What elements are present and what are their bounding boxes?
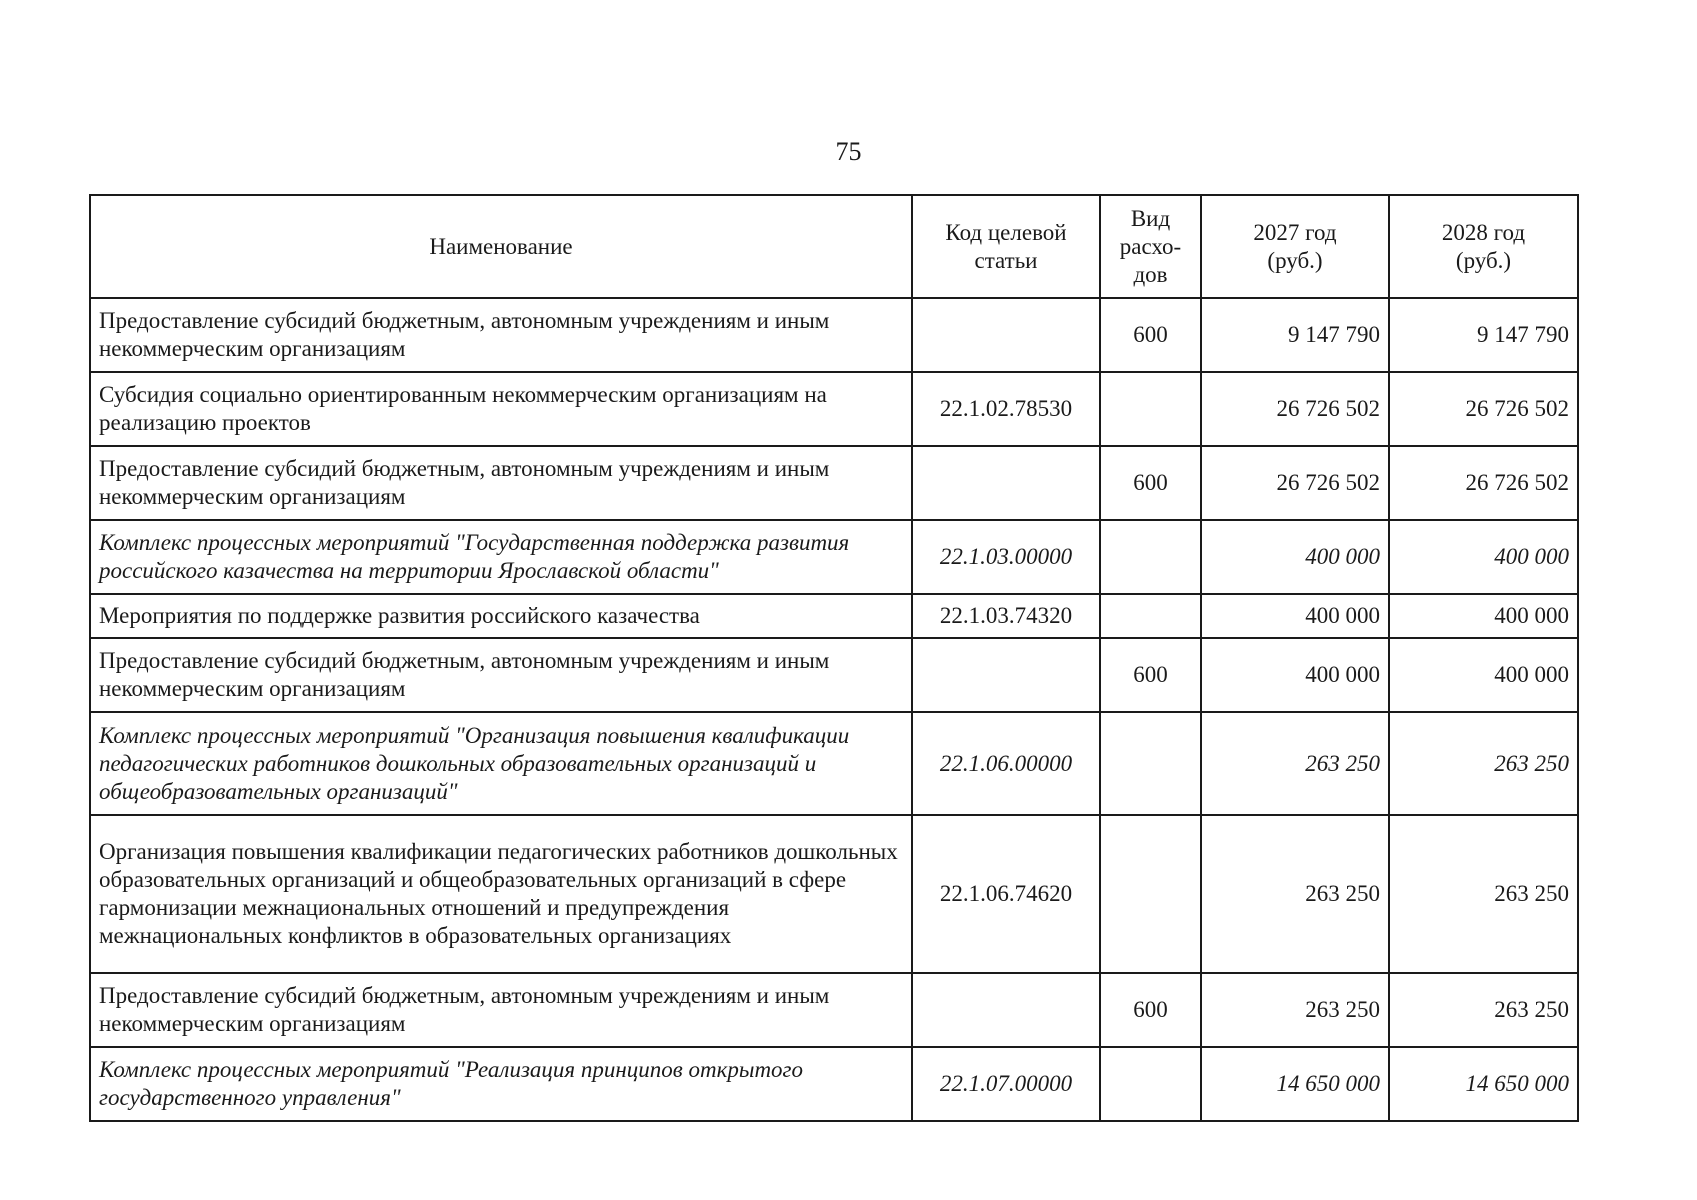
row-2028-cell: 14 650 000 (1389, 1047, 1578, 1121)
row-2028-cell: 9 147 790 (1389, 298, 1578, 372)
table-row (90, 520, 1578, 594)
header-code (912, 195, 1100, 298)
row-2028-cell: 26 726 502 (1389, 446, 1578, 520)
row-code-cell (912, 298, 1100, 372)
row-type-cell: 600 (1100, 638, 1201, 712)
table-row (90, 1047, 1578, 1121)
row-type-cell (1100, 372, 1201, 446)
row-2027-cell: 263 250 (1201, 815, 1389, 973)
row-name-cell: Предоставление субсидий бюджетным, автономным учреждениям и иным некоммерческим организациям (90, 446, 912, 520)
header-2028-label: 2028 год (руб.) (1441, 219, 1526, 273)
row-code-cell: 22.1.02.78530 (912, 372, 1100, 446)
row-2028-cell: 400 000 (1389, 594, 1578, 638)
row-name-cell: Субсидия социально ориентированным некоммерческим организациям на реализацию проектов (90, 372, 912, 446)
row-type-cell (1100, 1047, 1201, 1121)
row-2027-cell: 400 000 (1201, 638, 1389, 712)
row-2028-cell: 263 250 (1389, 712, 1578, 815)
row-2028-cell: 263 250 (1389, 815, 1578, 973)
header-2028 (1389, 195, 1578, 298)
row-type-cell (1100, 712, 1201, 815)
table-row (90, 815, 1578, 973)
row-name-cell: Комплекс процессных мероприятий "Организация повышения квалификации педагогических работников дошкольных образовательных организаций и общеобразовательных организаций" (90, 712, 912, 815)
row-name-cell: Организация повышения квалификации педагогических работников дошкольных образовательных организаций и общеобразовательных организаций в сфере гармонизации межнациональных отношений и предупреждения межнациональных конфликтов в образовательных организациях (90, 815, 912, 973)
row-2027-cell: 26 726 502 (1201, 446, 1389, 520)
row-name-cell: Предоставление субсидий бюджетным, автономным учреждениям и иным некоммерческим организациям (90, 973, 912, 1047)
row-name-cell: Предоставление субсидий бюджетным, автономным учреждениям и иным некоммерческим организациям (90, 638, 912, 712)
row-code-cell: 22.1.03.74320 (912, 594, 1100, 638)
table-row (90, 712, 1578, 815)
row-2027-cell: 263 250 (1201, 712, 1389, 815)
row-name-cell: Предоставление субсидий бюджетным, автономным учреждениям и иным некоммерческим организациям (90, 298, 912, 372)
header-2027-label: 2027 год (руб.) (1253, 219, 1337, 273)
row-name-cell: Комплекс процессных мероприятий "Реализация принципов открытого государственного управления" (90, 1047, 912, 1121)
budget-table (89, 194, 1579, 1122)
table-row (90, 638, 1578, 712)
row-2027-cell: 26 726 502 (1201, 372, 1389, 446)
table-row (90, 372, 1578, 446)
row-code-cell (912, 446, 1100, 520)
header-name: Наименование (90, 195, 912, 298)
row-type-cell (1100, 594, 1201, 638)
row-code-cell (912, 638, 1100, 712)
row-2027-cell: 400 000 (1201, 520, 1389, 594)
header-2027 (1201, 195, 1389, 298)
row-code-cell: 22.1.07.00000 (912, 1047, 1100, 1121)
table-row (90, 298, 1578, 372)
row-code-cell: 22.1.06.00000 (912, 712, 1100, 815)
row-2027-cell: 400 000 (1201, 594, 1389, 638)
row-name-cell: Комплекс процессных мероприятий "Государственная поддержка развития российского казачества на территории Ярославской области" (90, 520, 912, 594)
row-type-cell (1100, 520, 1201, 594)
row-2028-cell: 400 000 (1389, 638, 1578, 712)
row-type-cell (1100, 815, 1201, 973)
row-2027-cell: 263 250 (1201, 973, 1389, 1047)
table-row (90, 973, 1578, 1047)
table-header-row (90, 195, 1578, 298)
row-2028-cell: 400 000 (1389, 520, 1578, 594)
row-2027-cell: 9 147 790 (1201, 298, 1389, 372)
row-2027-cell: 14 650 000 (1201, 1047, 1389, 1121)
header-code-label: Код целевой статьи (945, 219, 1067, 273)
row-name-cell: Мероприятия по поддержке развития российского казачества (90, 594, 912, 638)
row-code-cell: 22.1.06.74620 (912, 815, 1100, 973)
table-row (90, 446, 1578, 520)
page-number: 75 (835, 137, 862, 166)
row-2028-cell: 26 726 502 (1389, 372, 1578, 446)
header-type (1100, 195, 1201, 298)
table-row (90, 594, 1578, 638)
row-type-cell: 600 (1100, 973, 1201, 1047)
row-type-cell: 600 (1100, 298, 1201, 372)
header-type-label: Вид расхо-дов (1119, 205, 1182, 287)
row-code-cell (912, 973, 1100, 1047)
row-code-cell: 22.1.03.00000 (912, 520, 1100, 594)
row-type-cell: 600 (1100, 446, 1201, 520)
row-2028-cell: 263 250 (1389, 973, 1578, 1047)
